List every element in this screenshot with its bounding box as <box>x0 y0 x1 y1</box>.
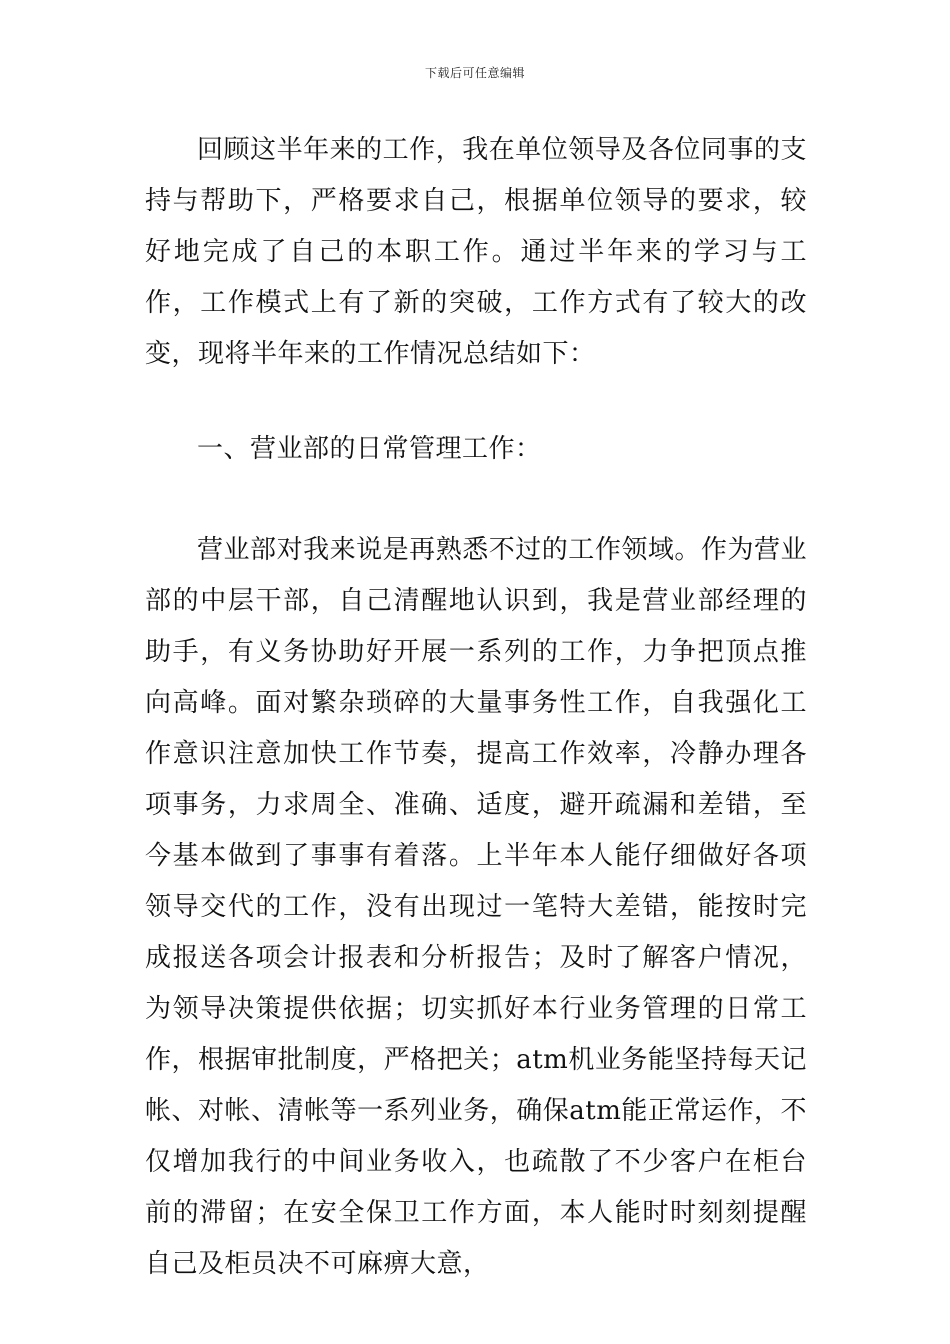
section-heading-daily-management: 一、营业部的日常管理工作： <box>197 434 542 464</box>
paragraph-intro: 回顾这半年来的工作，我在单位领导及各位同事的支持与帮助下，严格要求自己，根据单位领导的要求，较好地完成了自己的本职工作。通过半年来的学习与工作，工作模式上有了新的突破，工作方式有了较大的改变，现将半年来的工作情况总结如下： <box>145 135 807 369</box>
paragraph-daily-management: 营业部对我来说是再熟悉不过的工作领域。作为营业部的中层干部，自己清醒地认识到，我是营业部经理的助手，有义务协助好开展一系列的工作，力争把顶点推向高峰。面对繁杂琐碎的大量事务性工作，自我强化工作意识注意加快工作节奏，提高工作效率，冷静办理各项事务，力求周全、准确、适度，避开疏漏和差错，至今基本做到了事事有着落。上半年本人能仔细做好各项领导交代的工作，没有出现过一笔特大差错，能按时完成报送各项会计报表和分析报告；及时了解客户情况，为领导决策提供依据；切实抓好本行业务管理的日常工作，根据审批制度，严格把关；atm机业务能坚持每天记帐、对帐、清帐等一系列业务，确保atm能正常运作，不仅增加我行的中间业务收入，也疏散了不少客户在柜台前的滞留；在安全保卫工作方面，本人能时时刻刻提醒自己及柜员决不可麻痹大意， <box>145 535 807 1279</box>
page-header-note: 下载后可任意编辑 <box>424 66 525 80</box>
